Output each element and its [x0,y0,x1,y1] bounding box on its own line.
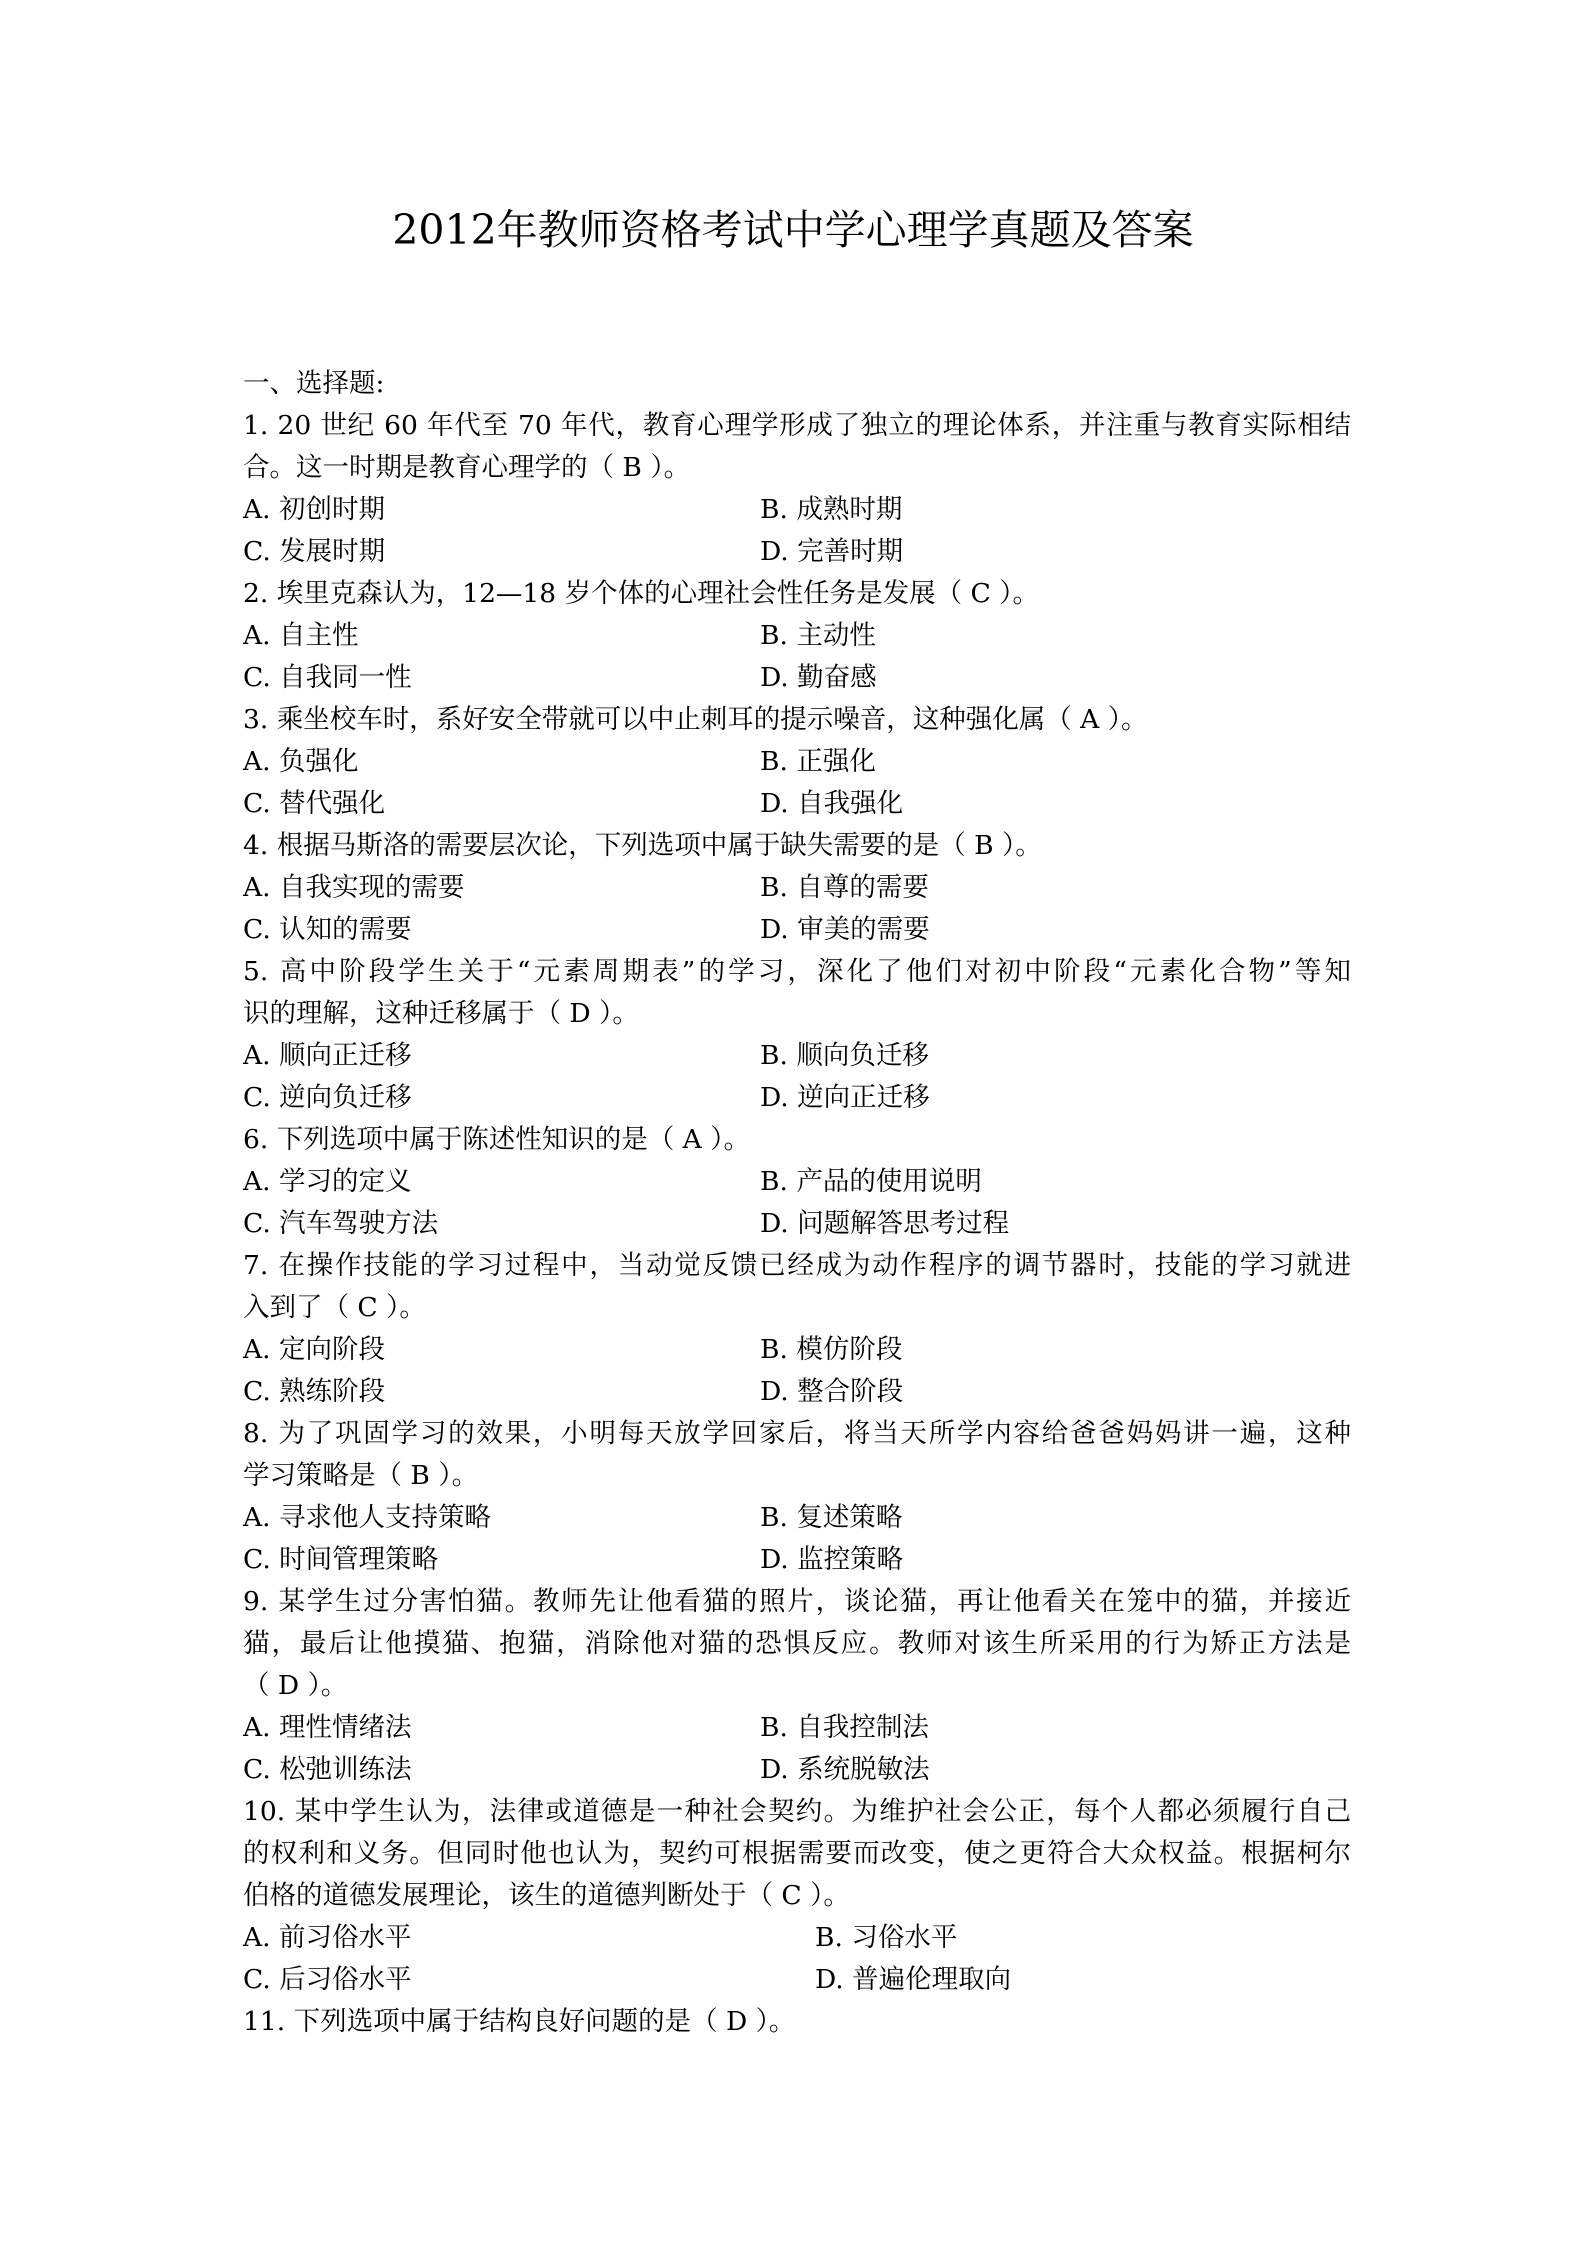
question-stem: 9. 某学生过分害怕猫。教师先让他看猫的照片，谈论猫，再让他看关在笼中的猫，并接近 [243,1586,1351,1617]
option-row [243,1371,1351,1413]
question-item [243,573,1351,699]
option-row [243,1161,1351,1203]
option-row [243,615,1351,657]
option-row [243,1707,1351,1749]
question-stem: 1. 20 世纪 60 年代至 70 年代，教育心理学形成了独立的理论体系，并注重与教育实际相结 [243,410,1351,441]
option-row [243,531,1351,573]
question-item [243,1119,1351,1245]
option-row [243,1035,1351,1077]
question-stem: 7. 在操作技能的学习过程中，当动觉反馈已经成为动作程序的调节器时，技能的学习就进 [243,1250,1351,1281]
option-row [243,1077,1351,1119]
question-item [243,1245,1351,1413]
option-row [243,1539,1351,1581]
answer-option: B. 自我控制法 [760,1712,929,1743]
answer-option: A. 理性情绪法 [243,1712,412,1743]
question-stem-continued: 识的理解，这种迁移属于（ D ）。 [243,998,639,1029]
option-row [243,657,1351,699]
answer-option: A. 前习俗水平 [243,1922,412,1953]
answer-option: A. 寻求他人支持策略 [243,1502,491,1533]
page-title: 2012年教师资格考试中学心理学真题及答案 [392,206,1194,254]
answer-option: D. 审美的需要 [760,914,930,945]
answer-option: B. 复述策略 [760,1502,903,1533]
question-item [243,1413,1351,1581]
question-stem: 8. 为了巩固学习的效果，小明每天放学回家后，将当天所学内容给爸爸妈妈讲一遍，这种 [243,1418,1351,1449]
answer-option: A. 负强化 [243,746,359,777]
answer-option: A. 初创时期 [243,494,385,525]
answer-option: C. 替代强化 [243,788,386,819]
answer-option: C. 认知的需要 [243,914,412,945]
question-item [243,405,1351,573]
question-stem: 11. 下列选项中属于结构良好问题的是（ D ）。 [243,2006,796,2037]
answer-option: B. 自尊的需要 [760,872,929,903]
question-item [243,2001,1351,2043]
answer-option: D. 自我强化 [760,788,904,819]
answer-option: D. 普遍伦理取向 [815,1964,1012,1995]
answer-option: B. 模仿阶段 [760,1334,903,1365]
answer-option: D. 逆向正迁移 [760,1082,930,1113]
answer-option: C. 汽车驾驶方法 [243,1208,439,1239]
question-stem-continued: 学习策略是（ B ）。 [243,1460,479,1491]
option-row [243,1203,1351,1245]
question-stem: 5. 高中阶段学生关于“元素周期表”的学习，深化了他们对初中阶段“元素化合物”等知 [243,956,1351,987]
question-stem-continued: （ D ）。 [243,1670,348,1701]
answer-option: B. 主动性 [760,620,876,651]
question-stem: 10. 某中学生认为，法律或道德是一种社会契约。为维护社会公正，每个人都必须履行自己 [243,1796,1351,1827]
option-row [243,1497,1351,1539]
option-row [243,489,1351,531]
answer-option: D. 问题解答思考过程 [760,1208,1010,1239]
question-stem: 6. 下列选项中属于陈述性知识的是（ A ）。 [243,1124,750,1155]
answer-option: A. 自我实现的需要 [243,872,465,903]
answer-option: B. 产品的使用说明 [760,1166,982,1197]
answer-option: D. 系统脱敏法 [760,1754,930,1785]
question-stem-continued: 合。这一时期是教育心理学的（ B ）。 [243,452,691,483]
answer-option: B. 正强化 [760,746,876,777]
question-stem-continued: 的权利和义务。但同时他也认为，契约可根据需要而改变，使之更符合大众权益。根据柯尔 [243,1838,1351,1869]
question-stem-continued: 猫，最后让他摸猫、抱猫，消除他对猫的恐惧反应。教师对该生所采用的行为矫正方法是 [243,1628,1351,1659]
question-item [243,1581,1351,1791]
question-stem: 4. 根据马斯洛的需要层次论，下列选项中属于缺失需要的是（ B ）。 [243,830,1042,861]
option-row [243,1959,1351,2001]
answer-option: D. 完善时期 [760,536,904,567]
question-stem: 3. 乘坐校车时，系好安全带就可以中止刺耳的提示噪音，这种强化属（ A ）。 [243,704,1148,735]
answer-option: D. 勤奋感 [760,662,877,693]
answer-option: C. 发展时期 [243,536,386,567]
question-list [243,363,1351,2043]
answer-option: D. 整合阶段 [760,1376,904,1407]
answer-option: C. 松弛训练法 [243,1754,412,1785]
answer-option: B. 成熟时期 [760,494,903,525]
option-row [243,1329,1351,1371]
question-item [243,699,1351,825]
answer-option: D. 监控策略 [760,1544,904,1575]
answer-option: C. 时间管理策略 [243,1544,439,1575]
option-row [243,1917,1351,1959]
answer-option: A. 顺向正迁移 [243,1040,412,1071]
answer-option: C. 逆向负迁移 [243,1082,412,1113]
answer-option: C. 自我同一性 [243,662,412,693]
option-row [243,867,1351,909]
answer-option: A. 学习的定义 [243,1166,412,1197]
answer-option: A. 定向阶段 [243,1334,385,1365]
answer-option: B. 习俗水平 [815,1922,958,1953]
option-row [243,1749,1351,1791]
section-heading: 一、选择题: [243,368,385,399]
answer-option: B. 顺向负迁移 [760,1040,929,1071]
question-stem: 2. 埃里克森认为，12—18 岁个体的心理社会性任务是发展（ C ）。 [243,578,1039,609]
question-stem-continued: 伯格的道德发展理论，该生的道德判断处于（ C ）。 [243,1880,850,1911]
option-row [243,783,1351,825]
answer-option: C. 后习俗水平 [243,1964,412,1995]
answer-option: A. 自主性 [243,620,359,651]
question-item [243,1791,1351,2001]
option-row [243,909,1351,951]
question-item [243,825,1351,951]
option-row [243,741,1351,783]
question-item [243,951,1351,1119]
answer-option: C. 熟练阶段 [243,1376,386,1407]
question-stem-continued: 入到了（ C ）。 [243,1292,426,1323]
